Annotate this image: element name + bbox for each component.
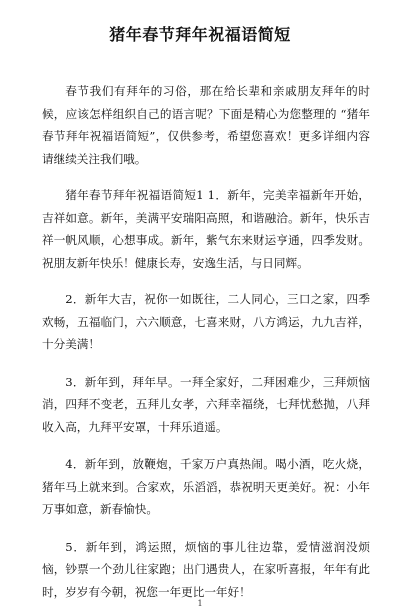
document-title: 猪年春节拜年祝福语简短 <box>109 25 291 44</box>
intro-paragraph: 春节我们有拜年的习俗，那在给长辈和亲戚朋友拜年的时候，应该怎样组织自己的语言呢？下面是精心为您整理的 “猪年春节拜年祝福语简短”，仅供参考，希望您喜欢！更多详细内容请继续关注我们哦。 <box>42 84 370 166</box>
greeting-paragraph-1: 猪年春节拜年祝福语简短1 1．新年，完美幸福新年开始，吉祥如意。新年，美满平安瑞阳高照，和谐融洽。新年，快乐吉祥一帆风顺，心想事成。新年，紫气东来财运亨通，四季发财。祝朋友新年快乐！健康长寿，安逸生活，与日同辉。 <box>42 188 370 270</box>
document-body <box>42 80 370 603</box>
greeting-paragraph-5: 5．新年到，鸿运照，烦恼的事儿往边靠，爱情滋润没烦恼，钞票一个劲儿往家跑；出门遇贵人，在家听喜报，年年有此时，岁岁有今朝，祝您一年更比一年好！ <box>42 539 370 599</box>
page-number: 1 <box>197 599 203 608</box>
greeting-paragraph-3: 3．新年到，拜年早。一拜全家好，二拜困难少，三拜烦恼消，四拜不变老，五拜儿女孝，六拜幸福绕，七拜忧愁抛，八拜收入高，九拜平安罩，十拜乐逍遥。 <box>42 374 370 434</box>
greeting-paragraph-4: 4．新年到，放鞭炮，千家万户真热闹。喝小酒，吃火烧，猪年马上就来到。合家欢，乐滔滔，恭祝明天更美好。祝：小年万事如意，新春愉快。 <box>42 457 370 516</box>
greeting-paragraph-2: 2．新年大吉，祝你一如既往，二人同心，三口之家，四季欢畅，五福临门，六六顺意，七喜来财，八方鸿运，九九吉祥，十分美满！ <box>42 292 370 351</box>
